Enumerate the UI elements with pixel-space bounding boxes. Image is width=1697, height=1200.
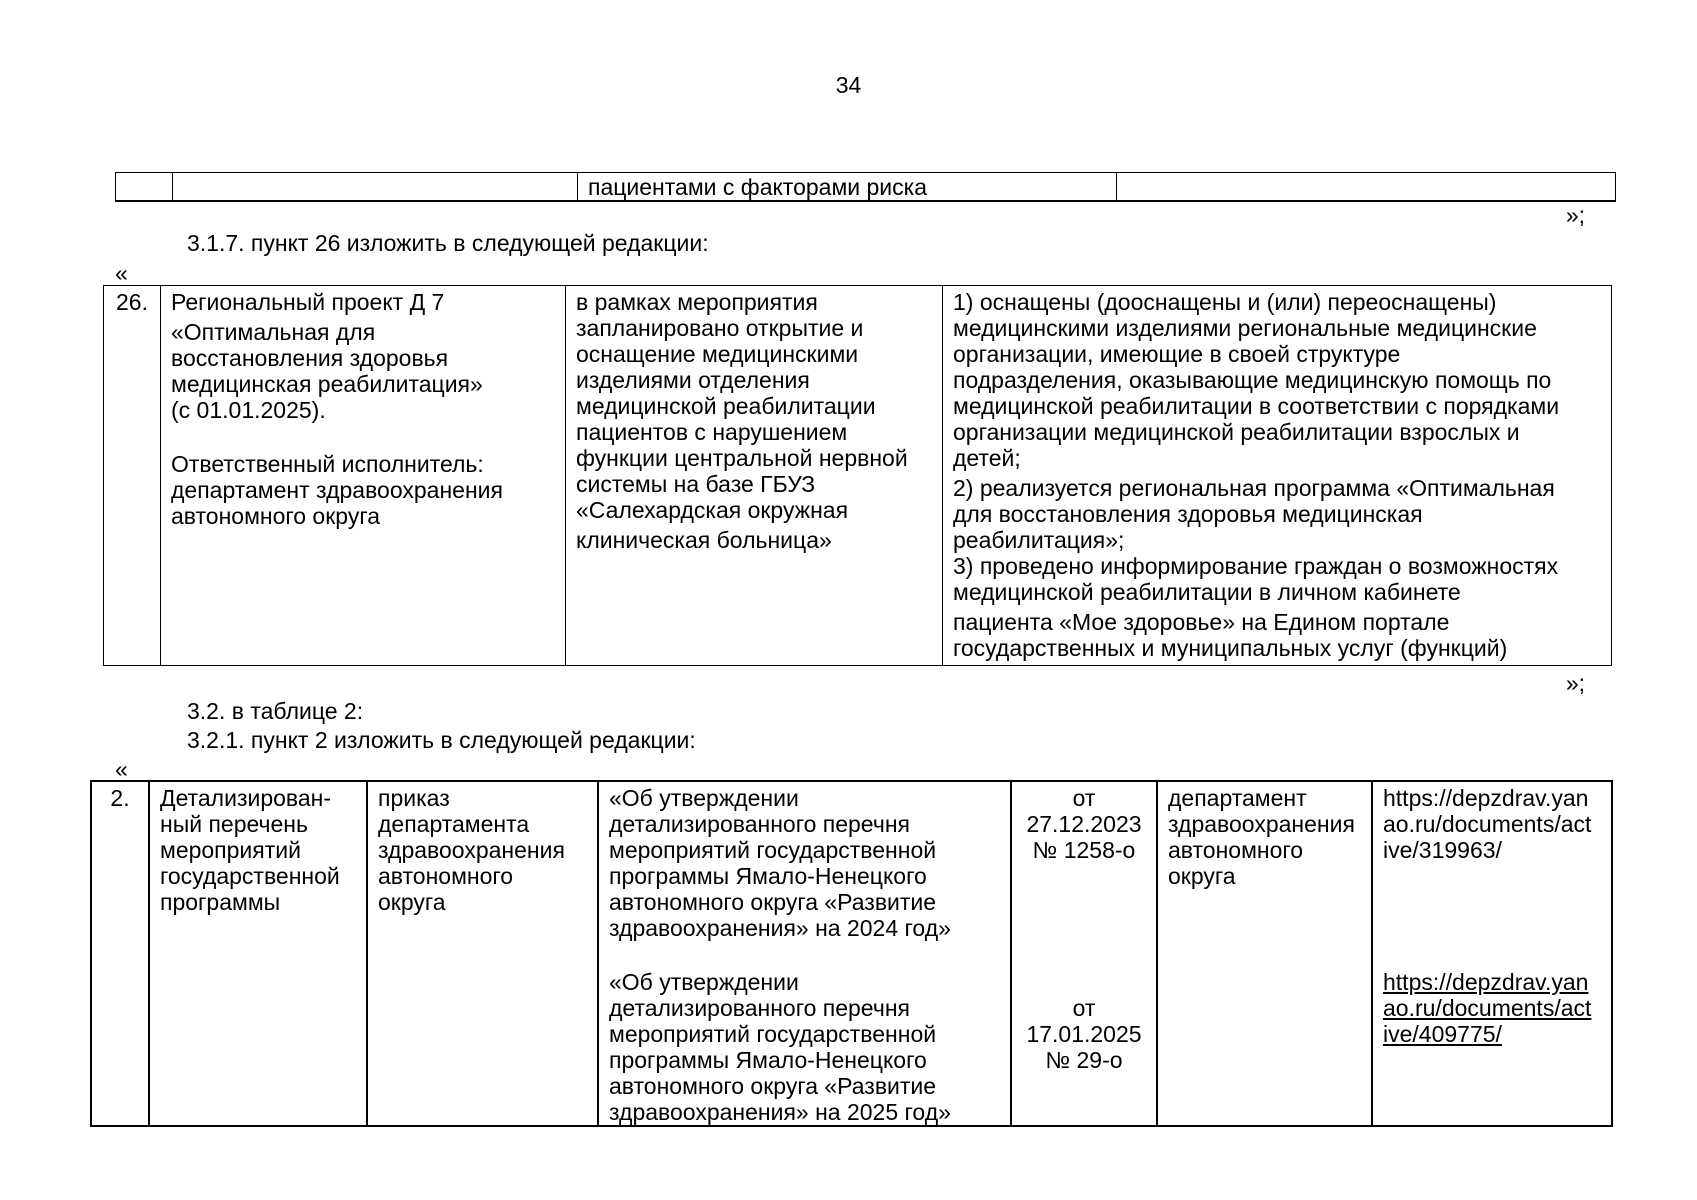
text-line: https://depzdrav.yan	[1383, 785, 1589, 811]
url-link-2[interactable]	[1383, 969, 1607, 1047]
spacer	[1016, 863, 1152, 995]
text-line: 2) реализуется региональная программа «Оптимальная	[953, 475, 1555, 501]
table-row	[104, 286, 1612, 666]
paragraph-item-3-2: 3.2. в таблице 2:	[187, 698, 364, 724]
text-line: ive/319963/	[1383, 837, 1502, 863]
text-line: 27.12.2023	[1026, 811, 1142, 837]
document-type-cell	[367, 781, 598, 1126]
text-line: медицинская реабилитация»	[171, 371, 483, 397]
table-cell	[173, 173, 578, 202]
text-line: «Об утверждении	[609, 969, 799, 995]
text-line: округа	[1168, 863, 1236, 889]
text-line: медицинской реабилитации в личном кабинете	[953, 579, 1461, 605]
table-row	[91, 781, 1612, 1126]
text-line: медицинской реабилитации в соответствии с порядками	[953, 393, 1560, 419]
text-line: восстановления здоровья	[171, 345, 449, 371]
text-line: подразделения, оказывающие медицинскую помощь по	[953, 367, 1552, 393]
text-line: для восстановления здоровья медицинская	[953, 501, 1423, 527]
text-line: клиническая больница»	[576, 527, 832, 553]
text-line: 3) проведено информирование граждан о возможностях	[953, 553, 1559, 579]
text-line: ный перечень	[160, 811, 308, 837]
name-cell	[149, 781, 367, 1126]
text-line: оснащение медицинскими	[576, 341, 859, 367]
text-line: программы Ямало-Ненецкого	[609, 863, 927, 889]
text-line: государственной	[160, 863, 340, 889]
text-line: программы Ямало-Ненецкого	[609, 1047, 927, 1073]
text-line: Ответственный исполнитель:	[171, 451, 484, 477]
document-title-cell	[598, 781, 1011, 1126]
text-line: пациентов с нарушением	[576, 419, 848, 445]
text-line: автономного округа «Развитие	[609, 1073, 937, 1099]
text-line: приказ	[378, 785, 450, 811]
text-line: (с 01.01.2025).	[171, 397, 326, 423]
project-cell	[161, 286, 566, 666]
spacer	[609, 941, 1000, 969]
text-line: «Об утверждении	[609, 785, 799, 811]
text-line: здравоохранения	[1168, 811, 1355, 837]
opening-quote: «	[115, 260, 128, 286]
text-line: государственных и муниципальных услуг (функций)	[953, 635, 1508, 661]
text-line: пациента «Мое здоровье» на Едином портале	[953, 609, 1450, 635]
url-cell	[1372, 781, 1612, 1126]
text-line: запланировано открытие и	[576, 315, 864, 341]
text-line: 17.01.2025	[1026, 1021, 1142, 1047]
table-item-2	[90, 780, 1613, 1127]
text-line: департамент	[1168, 785, 1307, 811]
spacer	[1383, 863, 1607, 969]
text-line: медицинскими изделиями региональные медицинские	[953, 315, 1537, 341]
text-line: «Салехардская окружная	[576, 497, 849, 523]
row-number: 26.	[104, 286, 161, 666]
text-line: автономного	[1168, 837, 1304, 863]
text-line: автономного округа	[171, 503, 380, 529]
table-cell	[1117, 173, 1616, 202]
text-line: № 29-о	[1045, 1047, 1123, 1073]
text-line: 1) оснащены (дооснащены и (или) переоснащены)	[953, 289, 1497, 315]
text-line: автономного округа «Развитие	[609, 889, 937, 915]
text-line: департамент здравоохранения	[171, 477, 503, 503]
text-line: здравоохранения» на 2025 год»	[609, 1099, 951, 1125]
text-line: мероприятий государственной	[609, 1021, 937, 1047]
text-line: в рамках мероприятия	[576, 289, 818, 315]
opening-quote: «	[115, 756, 128, 782]
text-line: Региональный проект Д 7	[171, 289, 445, 315]
text-line: Детализирован-	[160, 785, 332, 811]
closing-quote: »;	[1565, 202, 1585, 228]
table-row	[116, 173, 1616, 202]
text-line: здравоохранения» на 2024 год»	[609, 915, 951, 941]
table-item-26	[103, 285, 1612, 666]
table-cell: пациентами с факторами риска	[578, 173, 1117, 202]
text-line: мероприятий государственной	[609, 837, 937, 863]
text-line: округа	[378, 889, 446, 915]
text-line: программы	[160, 889, 281, 915]
paragraph-item-3-2-1: 3.2.1. пункт 2 изложить в следующей редакции:	[187, 727, 696, 753]
text-line: детализированного перечня	[609, 995, 910, 1021]
text-line: функции центральной нервной	[576, 445, 908, 471]
table-cell	[116, 173, 173, 202]
paragraph-item-3-1-7: 3.1.7. пункт 26 изложить в следующей редакции:	[187, 230, 709, 256]
text-line: от	[1072, 995, 1096, 1021]
page-number: 34	[835, 72, 862, 98]
text-line: автономного	[378, 863, 514, 889]
document-date-cell	[1011, 781, 1157, 1126]
text-line: ive/409775/	[1383, 1021, 1502, 1047]
closing-quote: »;	[1565, 670, 1585, 696]
text-line: мероприятий	[160, 837, 301, 863]
url-link-1[interactable]	[1383, 785, 1607, 863]
activity-cell	[566, 286, 943, 666]
table-continuation	[115, 172, 1616, 202]
text-line: детализированного перечня	[609, 811, 910, 837]
text-line: детей;	[953, 445, 1021, 471]
text-line: № 1258-о	[1032, 837, 1136, 863]
text-line: ao.ru/documents/act	[1383, 995, 1592, 1021]
text-line: «Оптимальная для	[171, 319, 376, 345]
text-line: организации медицинской реабилитации взрослых и	[953, 419, 1520, 445]
results-cell	[943, 286, 1612, 666]
text-line: реабилитация»;	[953, 527, 1125, 553]
text-line: департамента	[378, 811, 530, 837]
text-line: https://depzdrav.yan	[1383, 969, 1589, 995]
text-line: здравоохранения	[378, 837, 565, 863]
text-line: системы на базе ГБУЗ	[576, 471, 816, 497]
text-line: от	[1072, 785, 1096, 811]
row-number: 2.	[91, 781, 149, 1126]
text-line: ao.ru/documents/act	[1383, 811, 1592, 837]
text-line: организации, имеющие в своей структуре	[953, 341, 1401, 367]
spacer	[171, 423, 555, 451]
text-line: медицинской реабилитации	[576, 393, 876, 419]
issuing-body-cell	[1157, 781, 1372, 1126]
text-line: изделиями отделения	[576, 367, 810, 393]
